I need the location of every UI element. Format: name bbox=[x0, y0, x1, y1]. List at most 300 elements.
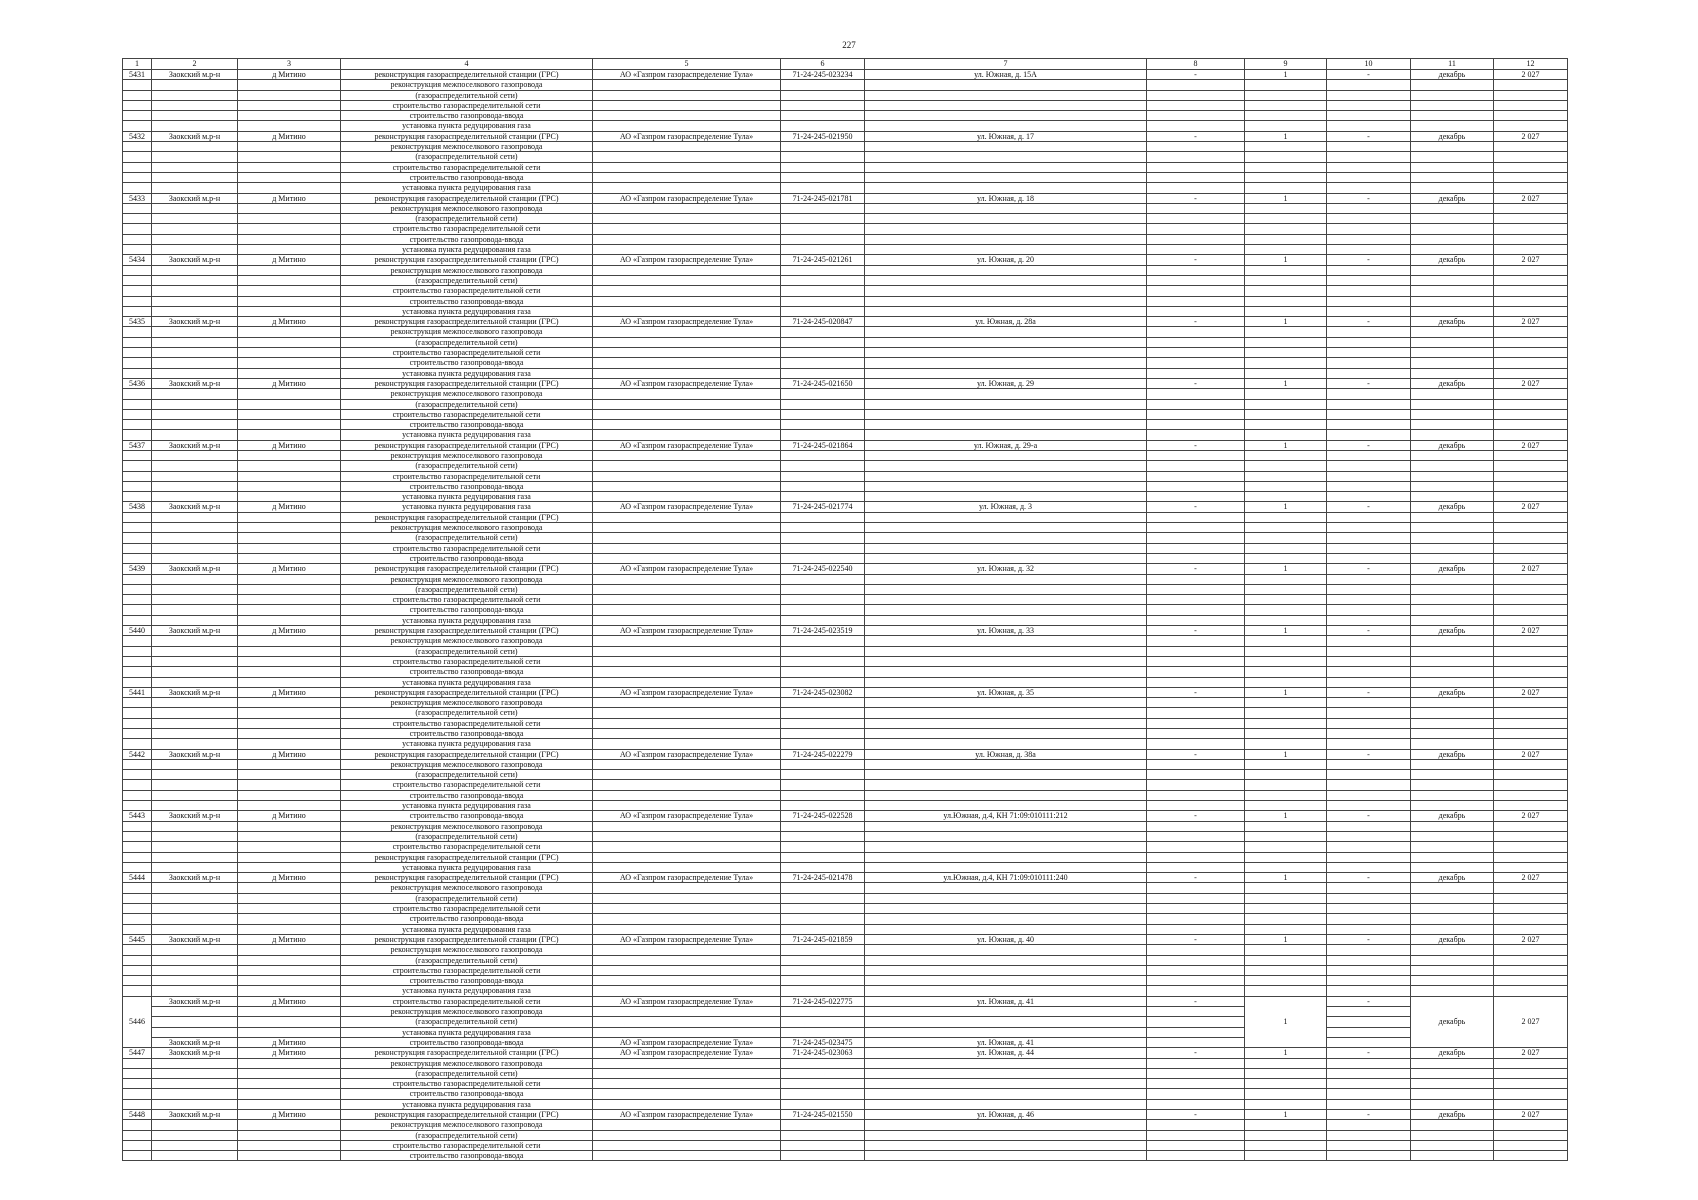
column-8-cell bbox=[1147, 677, 1245, 687]
table-row bbox=[123, 1007, 1568, 1017]
record-number-cell bbox=[123, 718, 152, 728]
table-row bbox=[123, 1068, 1568, 1078]
application-code-cell: 71-24-245-022775 bbox=[781, 996, 865, 1006]
month-cell bbox=[1411, 1151, 1494, 1161]
work-item-cell: реконструкция межпоселкового газопровода bbox=[341, 1007, 593, 1017]
organization-cell: АО «Газпром газораспределение Тула» bbox=[593, 873, 781, 883]
locality-cell bbox=[238, 523, 341, 533]
application-code-cell bbox=[781, 327, 865, 337]
record-number-cell bbox=[123, 111, 152, 121]
organization-cell bbox=[593, 883, 781, 893]
table-row bbox=[123, 708, 1568, 718]
organization-cell bbox=[593, 729, 781, 739]
column-8-cell bbox=[1147, 90, 1245, 100]
table-row bbox=[123, 224, 1568, 234]
record-number-cell bbox=[123, 142, 152, 152]
column-header-3: 3 bbox=[238, 59, 341, 70]
column-10-cell bbox=[1327, 1017, 1411, 1027]
month-cell bbox=[1411, 492, 1494, 502]
work-item-cell: реконструкция межпоселкового газопровода bbox=[341, 1120, 593, 1130]
column-10-cell: - bbox=[1327, 193, 1411, 203]
column-10-cell: - bbox=[1327, 255, 1411, 265]
column-9-cell bbox=[1245, 481, 1327, 491]
record-number-cell bbox=[123, 605, 152, 615]
record-number-cell: 5444 bbox=[123, 873, 152, 883]
locality-cell bbox=[238, 605, 341, 615]
application-code-cell bbox=[781, 770, 865, 780]
work-item-cell: строительство газораспределительной сети bbox=[341, 718, 593, 728]
column-10-cell bbox=[1327, 203, 1411, 213]
region-cell bbox=[152, 275, 238, 285]
work-item-cell: строительство газораспределительной сети bbox=[341, 656, 593, 666]
address-cell bbox=[865, 389, 1147, 399]
application-code-cell bbox=[781, 80, 865, 90]
organization-cell: АО «Газпром газораспределение Тула» bbox=[593, 811, 781, 821]
column-10-cell bbox=[1327, 1140, 1411, 1150]
year-cell bbox=[1494, 358, 1568, 368]
column-8-cell bbox=[1147, 224, 1245, 234]
column-8-cell bbox=[1147, 904, 1245, 914]
organization-cell bbox=[593, 924, 781, 934]
month-cell bbox=[1411, 481, 1494, 491]
column-10-cell bbox=[1327, 306, 1411, 316]
column-8-cell bbox=[1147, 842, 1245, 852]
region-cell bbox=[152, 80, 238, 90]
work-item-cell: (газораспределительной сети) bbox=[341, 461, 593, 471]
address-cell bbox=[865, 1140, 1147, 1150]
application-code-cell: 71-24-245-021261 bbox=[781, 255, 865, 265]
address-cell bbox=[865, 667, 1147, 677]
organization-cell bbox=[593, 821, 781, 831]
application-code-cell bbox=[781, 1068, 865, 1078]
month-cell bbox=[1411, 831, 1494, 841]
application-code-cell bbox=[781, 883, 865, 893]
work-item-cell: установка пункта редуцирования газа bbox=[341, 121, 593, 131]
month-cell bbox=[1411, 1089, 1494, 1099]
organization-cell: АО «Газпром газораспределение Тула» bbox=[593, 378, 781, 388]
column-9-cell bbox=[1245, 142, 1327, 152]
region-cell bbox=[152, 512, 238, 522]
region-cell: Заокский м.р-н bbox=[152, 811, 238, 821]
month-cell bbox=[1411, 553, 1494, 563]
table-row bbox=[123, 430, 1568, 440]
work-item-cell: установка пункта редуцирования газа bbox=[341, 924, 593, 934]
locality-cell: д Митино bbox=[238, 255, 341, 265]
address-cell bbox=[865, 584, 1147, 594]
application-code-cell bbox=[781, 986, 865, 996]
work-item-cell: реконструкция межпоселкового газопровода bbox=[341, 203, 593, 213]
region-cell bbox=[152, 595, 238, 605]
record-number-cell bbox=[123, 842, 152, 852]
table-row bbox=[123, 121, 1568, 131]
column-8-cell bbox=[1147, 893, 1245, 903]
table-row bbox=[123, 1120, 1568, 1130]
organization-cell bbox=[593, 1007, 781, 1017]
column-9-cell: 1 bbox=[1245, 131, 1327, 141]
month-cell bbox=[1411, 976, 1494, 986]
application-code-cell bbox=[781, 389, 865, 399]
column-10-cell bbox=[1327, 245, 1411, 255]
address-cell bbox=[865, 986, 1147, 996]
year-cell bbox=[1494, 80, 1568, 90]
work-item-cell: строительство газораспределительной сети bbox=[341, 595, 593, 605]
column-8-cell bbox=[1147, 821, 1245, 831]
organization-cell bbox=[593, 656, 781, 666]
address-cell: ул. Южная, д. 17 bbox=[865, 131, 1147, 141]
header-row bbox=[123, 59, 1568, 70]
column-10-cell bbox=[1327, 183, 1411, 193]
column-9-cell bbox=[1245, 831, 1327, 841]
locality-cell bbox=[238, 245, 341, 255]
year-cell bbox=[1494, 965, 1568, 975]
column-header-2: 2 bbox=[152, 59, 238, 70]
column-10-cell bbox=[1327, 955, 1411, 965]
column-10-cell bbox=[1327, 90, 1411, 100]
column-10-cell bbox=[1327, 152, 1411, 162]
table-row bbox=[123, 749, 1568, 759]
locality-cell bbox=[238, 718, 341, 728]
month-cell bbox=[1411, 574, 1494, 584]
region-cell: Заокский м.р-н bbox=[152, 193, 238, 203]
column-9-cell: 1 bbox=[1245, 934, 1327, 944]
table-row bbox=[123, 389, 1568, 399]
application-code-cell bbox=[781, 430, 865, 440]
column-10-cell bbox=[1327, 265, 1411, 275]
region-cell bbox=[152, 1068, 238, 1078]
application-code-cell bbox=[781, 265, 865, 275]
column-10-cell bbox=[1327, 224, 1411, 234]
table-row bbox=[123, 790, 1568, 800]
column-8-cell bbox=[1147, 801, 1245, 811]
column-8-cell bbox=[1147, 368, 1245, 378]
column-9-cell bbox=[1245, 862, 1327, 872]
column-9-cell bbox=[1245, 1099, 1327, 1109]
column-8-cell bbox=[1147, 667, 1245, 677]
region-cell bbox=[152, 883, 238, 893]
organization-cell bbox=[593, 698, 781, 708]
month-cell bbox=[1411, 327, 1494, 337]
organization-cell bbox=[593, 492, 781, 502]
address-cell bbox=[865, 162, 1147, 172]
year-cell bbox=[1494, 790, 1568, 800]
region-cell bbox=[152, 842, 238, 852]
column-9-cell bbox=[1245, 533, 1327, 543]
year-cell bbox=[1494, 481, 1568, 491]
organization-cell bbox=[593, 461, 781, 471]
year-cell bbox=[1494, 90, 1568, 100]
month-cell: декабрь bbox=[1411, 131, 1494, 141]
column-8-cell bbox=[1147, 296, 1245, 306]
work-item-cell: строительство газораспределительной сети bbox=[341, 543, 593, 553]
organization-cell bbox=[593, 234, 781, 244]
month-cell bbox=[1411, 759, 1494, 769]
column-8-cell bbox=[1147, 121, 1245, 131]
region-cell bbox=[152, 739, 238, 749]
record-number-cell bbox=[123, 1058, 152, 1068]
organization-cell bbox=[593, 986, 781, 996]
month-cell bbox=[1411, 306, 1494, 316]
column-10-cell bbox=[1327, 162, 1411, 172]
year-cell bbox=[1494, 842, 1568, 852]
work-item-cell: строительство газопровода-ввода bbox=[341, 667, 593, 677]
year-cell bbox=[1494, 389, 1568, 399]
region-cell bbox=[152, 862, 238, 872]
locality-cell bbox=[238, 553, 341, 563]
column-9-cell bbox=[1245, 337, 1327, 347]
column-9-cell bbox=[1245, 389, 1327, 399]
record-number-cell bbox=[123, 172, 152, 182]
work-item-cell: установка пункта редуцирования газа bbox=[341, 801, 593, 811]
organization-cell bbox=[593, 553, 781, 563]
column-8-cell bbox=[1147, 1079, 1245, 1089]
region-cell bbox=[152, 368, 238, 378]
region-cell bbox=[152, 708, 238, 718]
year-cell bbox=[1494, 275, 1568, 285]
column-8-cell bbox=[1147, 512, 1245, 522]
month-cell bbox=[1411, 862, 1494, 872]
table-row bbox=[123, 780, 1568, 790]
column-8-cell bbox=[1147, 523, 1245, 533]
table-row bbox=[123, 90, 1568, 100]
region-cell: Заокский м.р-н bbox=[152, 378, 238, 388]
column-10-cell bbox=[1327, 831, 1411, 841]
column-8-cell bbox=[1147, 1068, 1245, 1078]
table-row bbox=[123, 595, 1568, 605]
column-10-cell bbox=[1327, 708, 1411, 718]
record-number-cell: 5443 bbox=[123, 811, 152, 821]
region-cell bbox=[152, 986, 238, 996]
work-item-cell: установка пункта редуцирования газа bbox=[341, 368, 593, 378]
work-item-cell: (газораспределительной сети) bbox=[341, 152, 593, 162]
locality-cell bbox=[238, 214, 341, 224]
column-10-cell bbox=[1327, 1027, 1411, 1037]
record-number-cell bbox=[123, 636, 152, 646]
work-item-cell: строительство газораспределительной сети bbox=[341, 348, 593, 358]
year-cell bbox=[1494, 667, 1568, 677]
locality-cell bbox=[238, 904, 341, 914]
application-code-cell bbox=[781, 111, 865, 121]
record-number-cell bbox=[123, 1089, 152, 1099]
application-code-cell bbox=[781, 574, 865, 584]
column-9-cell bbox=[1245, 605, 1327, 615]
organization-cell bbox=[593, 420, 781, 430]
year-cell bbox=[1494, 945, 1568, 955]
organization-cell bbox=[593, 790, 781, 800]
work-item-cell: (газораспределительной сети) bbox=[341, 831, 593, 841]
column-9-cell bbox=[1245, 955, 1327, 965]
column-9-cell bbox=[1245, 172, 1327, 182]
column-10-cell bbox=[1327, 1130, 1411, 1140]
record-number-cell bbox=[123, 1120, 152, 1130]
record-number-cell bbox=[123, 389, 152, 399]
column-9-cell bbox=[1245, 852, 1327, 862]
organization-cell bbox=[593, 605, 781, 615]
column-9-cell bbox=[1245, 492, 1327, 502]
month-cell bbox=[1411, 471, 1494, 481]
year-cell: 2 027 bbox=[1494, 502, 1568, 512]
column-10-cell: - bbox=[1327, 934, 1411, 944]
locality-cell bbox=[238, 1007, 341, 1017]
locality-cell: д Митино bbox=[238, 131, 341, 141]
column-8-cell: - bbox=[1147, 873, 1245, 883]
column-9-cell bbox=[1245, 646, 1327, 656]
month-cell: декабрь bbox=[1411, 255, 1494, 265]
address-cell bbox=[865, 409, 1147, 419]
month-cell: декабрь bbox=[1411, 749, 1494, 759]
year-cell: 2 027 bbox=[1494, 811, 1568, 821]
organization-cell bbox=[593, 1130, 781, 1140]
address-cell bbox=[865, 790, 1147, 800]
application-code-cell: 71-24-245-021550 bbox=[781, 1109, 865, 1119]
address-cell bbox=[865, 646, 1147, 656]
column-9-cell bbox=[1245, 914, 1327, 924]
column-10-cell bbox=[1327, 492, 1411, 502]
column-9-cell: 1 bbox=[1245, 749, 1327, 759]
column-8-cell: - bbox=[1147, 378, 1245, 388]
application-code-cell bbox=[781, 677, 865, 687]
application-code-cell bbox=[781, 450, 865, 460]
column-header-8: 8 bbox=[1147, 59, 1245, 70]
column-10-cell: - bbox=[1327, 811, 1411, 821]
work-item-cell: строительство газопровода-ввода bbox=[341, 111, 593, 121]
record-number-cell bbox=[123, 234, 152, 244]
month-cell bbox=[1411, 523, 1494, 533]
organization-cell bbox=[593, 965, 781, 975]
column-8-cell: - bbox=[1147, 749, 1245, 759]
table-row bbox=[123, 275, 1568, 285]
locality-cell bbox=[238, 533, 341, 543]
work-item-cell: установка пункта редуцирования газа bbox=[341, 615, 593, 625]
address-cell bbox=[865, 729, 1147, 739]
work-item-cell: реконструкция газораспределительной станции (ГРС) bbox=[341, 1109, 593, 1119]
month-cell: декабрь bbox=[1411, 70, 1494, 80]
organization-cell: АО «Газпром газораспределение Тула» bbox=[593, 502, 781, 512]
column-8-cell bbox=[1147, 646, 1245, 656]
work-item-cell: установка пункта редуцирования газа bbox=[341, 245, 593, 255]
address-cell: ул. Южная, д. 35 bbox=[865, 687, 1147, 697]
work-item-cell: (газораспределительной сети) bbox=[341, 893, 593, 903]
column-9-cell bbox=[1245, 821, 1327, 831]
organization-cell: АО «Газпром газораспределение Тула» bbox=[593, 193, 781, 203]
column-8-cell bbox=[1147, 409, 1245, 419]
column-10-cell bbox=[1327, 893, 1411, 903]
locality-cell bbox=[238, 667, 341, 677]
year-cell bbox=[1494, 183, 1568, 193]
locality-cell bbox=[238, 327, 341, 337]
column-9-cell: 1 bbox=[1245, 626, 1327, 636]
column-9-cell: 1 bbox=[1245, 440, 1327, 450]
work-item-cell: реконструкция межпоселкового газопровода bbox=[341, 265, 593, 275]
record-number-cell: 5447 bbox=[123, 1048, 152, 1058]
column-10-cell bbox=[1327, 656, 1411, 666]
column-10-cell bbox=[1327, 450, 1411, 460]
locality-cell bbox=[238, 224, 341, 234]
column-8-cell bbox=[1147, 770, 1245, 780]
month-cell: декабрь bbox=[1411, 1048, 1494, 1058]
column-header-4: 4 bbox=[341, 59, 593, 70]
month-cell bbox=[1411, 677, 1494, 687]
column-8-cell bbox=[1147, 337, 1245, 347]
year-cell bbox=[1494, 553, 1568, 563]
application-code-cell bbox=[781, 420, 865, 430]
table-row bbox=[123, 893, 1568, 903]
locality-cell: д Митино bbox=[238, 317, 341, 327]
work-item-cell: строительство газопровода-ввода bbox=[341, 1037, 593, 1047]
column-8-cell bbox=[1147, 759, 1245, 769]
address-cell bbox=[865, 1130, 1147, 1140]
region-cell: Заокский м.р-н bbox=[152, 687, 238, 697]
organization-cell bbox=[593, 286, 781, 296]
table-row bbox=[123, 492, 1568, 502]
work-item-cell: реконструкция газораспределительной станции (ГРС) bbox=[341, 934, 593, 944]
organization-cell bbox=[593, 955, 781, 965]
column-8-cell: - bbox=[1147, 811, 1245, 821]
column-9-cell bbox=[1245, 121, 1327, 131]
year-cell bbox=[1494, 409, 1568, 419]
month-cell bbox=[1411, 1120, 1494, 1130]
work-item-cell: реконструкция межпоселкового газопровода bbox=[341, 636, 593, 646]
column-9-cell bbox=[1245, 420, 1327, 430]
table-row bbox=[123, 152, 1568, 162]
address-cell: ул. Южная, д. 20 bbox=[865, 255, 1147, 265]
year-cell bbox=[1494, 976, 1568, 986]
column-9-cell: 1 bbox=[1245, 255, 1327, 265]
column-8-cell bbox=[1147, 234, 1245, 244]
address-cell bbox=[865, 605, 1147, 615]
month-cell bbox=[1411, 409, 1494, 419]
work-item-cell: строительство газопровода-ввода bbox=[341, 811, 593, 821]
work-item-cell: реконструкция газораспределительной станции (ГРС) bbox=[341, 440, 593, 450]
column-10-cell: - bbox=[1327, 1048, 1411, 1058]
address-cell: ул. Южная, д. 3 bbox=[865, 502, 1147, 512]
address-cell bbox=[865, 801, 1147, 811]
application-code-cell: 71-24-245-022528 bbox=[781, 811, 865, 821]
month-cell bbox=[1411, 883, 1494, 893]
organization-cell bbox=[593, 100, 781, 110]
column-8-cell bbox=[1147, 286, 1245, 296]
record-number-cell: 5434 bbox=[123, 255, 152, 265]
address-cell bbox=[865, 430, 1147, 440]
application-code-cell: 71-24-245-021859 bbox=[781, 934, 865, 944]
record-number-cell bbox=[123, 595, 152, 605]
column-10-cell: - bbox=[1327, 317, 1411, 327]
application-code-cell bbox=[781, 698, 865, 708]
application-code-cell bbox=[781, 852, 865, 862]
region-cell bbox=[152, 914, 238, 924]
record-number-cell: 5446 bbox=[123, 996, 152, 1047]
column-8-cell bbox=[1147, 142, 1245, 152]
column-10-cell bbox=[1327, 986, 1411, 996]
locality-cell bbox=[238, 142, 341, 152]
month-cell bbox=[1411, 142, 1494, 152]
column-8-cell: - bbox=[1147, 502, 1245, 512]
work-item-cell: (газораспределительной сети) bbox=[341, 90, 593, 100]
year-cell bbox=[1494, 1099, 1568, 1109]
column-9-cell bbox=[1245, 615, 1327, 625]
table-row bbox=[123, 1130, 1568, 1140]
locality-cell bbox=[238, 574, 341, 584]
organization-cell bbox=[593, 945, 781, 955]
work-item-cell: установка пункта редуцирования газа bbox=[341, 1027, 593, 1037]
organization-cell bbox=[593, 914, 781, 924]
column-8-cell bbox=[1147, 862, 1245, 872]
year-cell bbox=[1494, 471, 1568, 481]
record-number-cell bbox=[123, 80, 152, 90]
locality-cell bbox=[238, 965, 341, 975]
column-8-cell bbox=[1147, 358, 1245, 368]
record-number-cell bbox=[123, 492, 152, 502]
organization-cell bbox=[593, 862, 781, 872]
